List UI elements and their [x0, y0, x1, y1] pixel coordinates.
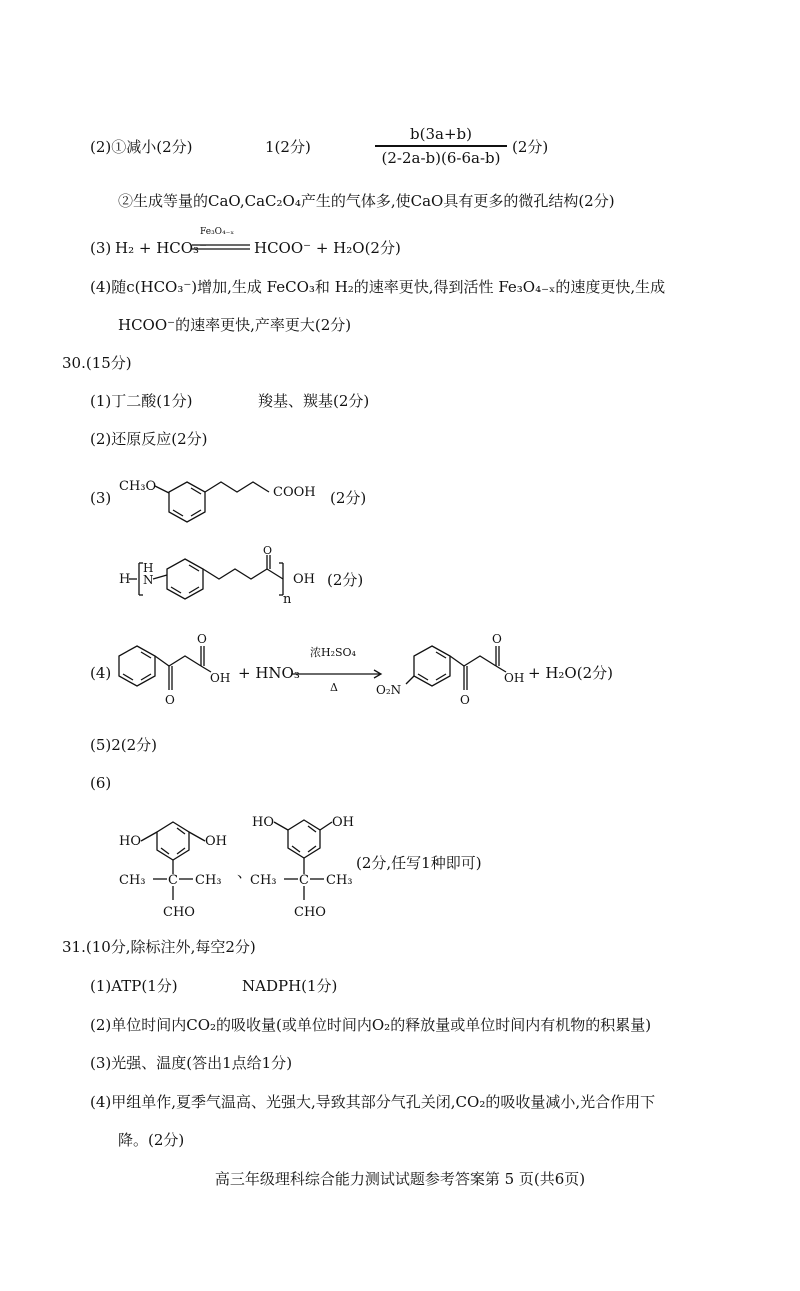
q29-fraction [375, 124, 507, 168]
q31-part1-b: NADPH(1分) [242, 977, 338, 995]
isomer1-ho: HO [119, 834, 141, 849]
polymer-end-oh: OH [293, 572, 315, 587]
isomer2-ch3-left: CH₃ [250, 873, 277, 888]
q29-part3-right: HCOO⁻ + H₂O(2分) [254, 239, 401, 257]
reactant-oh: OH [210, 671, 231, 685]
carbonyl-o-label: O [263, 545, 273, 557]
product-ketone-o: O [460, 693, 470, 707]
isomer-separator: 、 [237, 863, 253, 881]
q30-part5: (5)2(2分) [90, 736, 158, 754]
product-nitro-keto-acid-structure [370, 632, 530, 714]
q31-header: 31.(10分,除标注外,每空2分) [62, 938, 256, 956]
fraction-numerator: b(3a+b) [410, 125, 472, 143]
reaction-condition-top: 浓H₂SO₄ [310, 646, 356, 659]
isomer1-cho: CHO [163, 905, 195, 920]
q30-part1-b: 羧基、羰基(2分) [258, 392, 370, 410]
isomer1-ch3-right: CH₃ [195, 873, 222, 888]
page-footer: 高三年级理科综合能力测试试题参考答案第 5 页(共6页) [214, 1170, 586, 1188]
fraction-denominator: (2-2a-b)(6-6a-b) [381, 148, 501, 167]
q30-polymer-score: (2分) [327, 571, 364, 589]
q31-part4-line2: 降。(2分) [118, 1131, 185, 1149]
isomer2-cho: CHO [294, 905, 326, 920]
product-oh: OH [504, 671, 525, 685]
q29-part3-label: (3) [90, 239, 112, 257]
q31-part1-a: (1)ATP(1分) [90, 977, 178, 995]
q29-part4-line2: HCOO⁻的速率更快,产率更大(2分) [118, 316, 352, 334]
nitro-group-label: O₂N [376, 683, 402, 697]
isomer1-ch3-left: CH₃ [119, 873, 146, 888]
q30-part4-label: (4) [90, 664, 112, 682]
q31-part4-line1: (4)甲组单作,夏季气温高、光强大,导致其部分气孔关闭,CO₂的吸收量减小,光合作用下 [90, 1093, 656, 1111]
isomer2-oh: OH [332, 815, 354, 830]
amine-n-label: N [143, 573, 154, 587]
q29-part2-value: 1(2分) [265, 138, 311, 156]
q30-part1-a: (1)丁二酸(1分) [90, 392, 193, 410]
q30-part6-score: (2分,任写1种即可) [356, 854, 482, 872]
isomer1-structure [115, 812, 240, 922]
q30-part2: (2)还原反应(2分) [90, 430, 208, 448]
reactant-ketone-o: O [165, 693, 175, 707]
q31-part2: (2)单位时间内CO₂的吸收量(或单位时间内O₂的释放量或单位时间内有机物的积累量) [90, 1016, 652, 1034]
q29-part3-left: H₂ + HCO₃⁻ [115, 239, 207, 257]
carboxyl-group-label: COOH [273, 485, 316, 500]
q29-part2-prefix: (2)①减小(2分) [90, 138, 193, 156]
q30-header: 30.(15分) [62, 354, 132, 372]
fraction-bar [375, 145, 507, 147]
amine-h-label: H [143, 561, 154, 575]
q29-part4-line1: (4)随c(HCO₃⁻)增加,生成 FeCO₃和 H₂的速率更快,得到活性 Fe₃O₄₋ₓ的速度更快,生成 [90, 278, 666, 296]
q30-part4-tail: + H₂O(2分) [528, 664, 613, 682]
isomer2-c: C [299, 873, 309, 888]
q30-part3-label: (3) [90, 489, 112, 507]
repeat-n-label: n [283, 592, 292, 607]
reaction-condition-bottom: Δ [330, 681, 338, 694]
methoxy-group-label: CH₃O [119, 479, 157, 494]
q30-part6-label: (6) [90, 774, 112, 792]
q30-part3-score: (2分) [330, 489, 367, 507]
equilibrium-equals-sign [190, 238, 252, 258]
q29-fraction-score: (2分) [512, 138, 549, 156]
product-acid-o: O [492, 632, 502, 646]
isomer1-c: C [168, 873, 178, 888]
reactant-keto-acid-structure [115, 632, 235, 714]
polymer-structure [115, 545, 325, 607]
q30-part4-hno3: + HNO₃ [238, 664, 300, 682]
methoxyphenyl-butanoic-acid-structure [115, 468, 330, 536]
q29-part2-line2: ②生成等量的CaO,CaC₂O₄产生的气体多,使CaO具有更多的微孔结构(2分) [118, 192, 615, 210]
reactant-acid-o: O [197, 632, 207, 646]
q29-catalyst: Fe₃O₄₋ₓ [200, 227, 235, 237]
q31-part3: (3)光强、温度(答出1点给1分) [90, 1054, 293, 1072]
isomer2-structure [248, 812, 363, 922]
isomer2-ch3-right: CH₃ [326, 873, 353, 888]
polymer-end-h: H [119, 572, 131, 587]
isomer1-oh: OH [205, 834, 227, 849]
isomer2-ho: HO [252, 815, 274, 830]
